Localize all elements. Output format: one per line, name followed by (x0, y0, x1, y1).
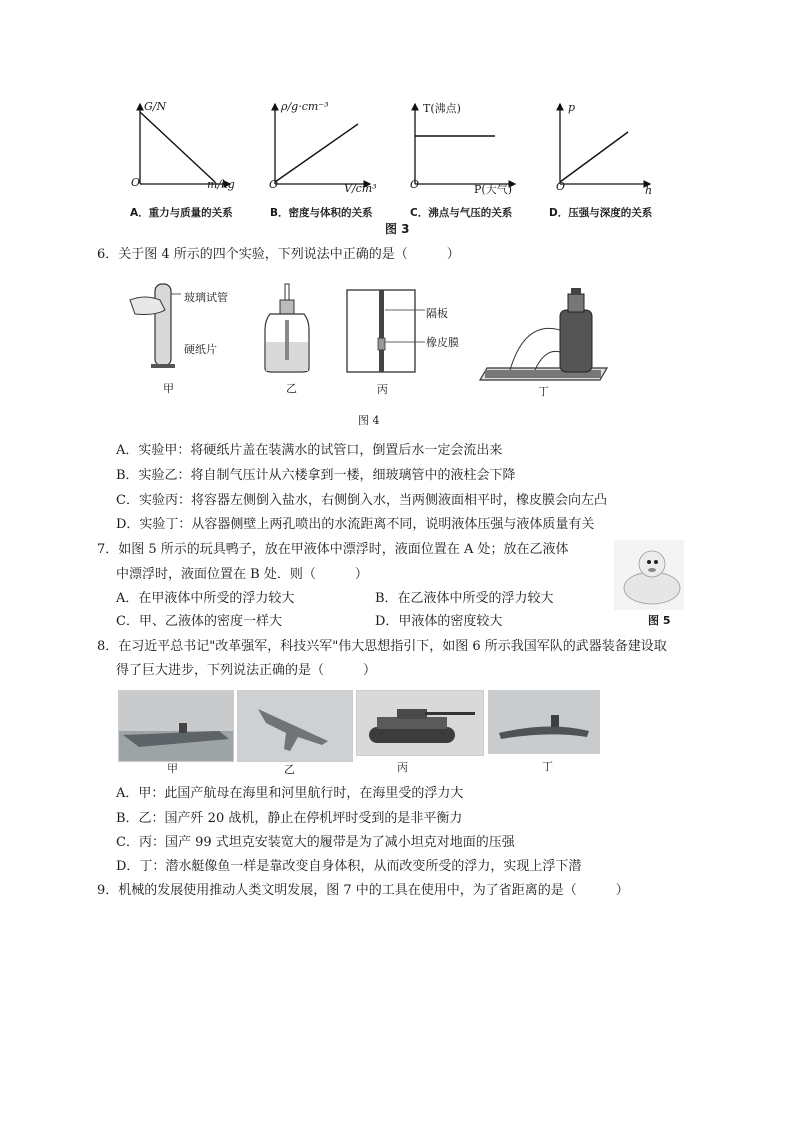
graph-c (415, 104, 515, 184)
q6-option-c: C．实验丙：将容器左侧倒入盐水，右侧倒入水，当两侧液面相平时，橡皮膜会向左凸 (116, 493, 607, 508)
q7-option-a: A．在甲液体中所受的浮力较大 (116, 591, 295, 606)
graph-b-xlabel: V/cm³ (344, 182, 377, 195)
experiment-ding (480, 288, 607, 380)
fig6-label-bing: 丙 (397, 761, 408, 774)
graph-a-caption: A．重力与质量的关系 (130, 207, 233, 219)
graph-d-origin: O (556, 180, 566, 193)
photo-aircraft-carrier (118, 690, 234, 762)
label-rubber-membrane: 橡皮膜 (426, 336, 459, 349)
label-cardboard: 硬纸片 (184, 343, 217, 356)
experiment-bing (347, 290, 425, 372)
q7-option-c: C．甲、乙液体的密度一样大 (116, 614, 282, 629)
experiment-jia (130, 284, 181, 368)
graph-d-caption: D．压强与深度的关系 (549, 207, 653, 219)
graph-a-xlabel: m/kg (207, 178, 235, 191)
graph-b (275, 104, 370, 184)
photo-tank (356, 690, 484, 756)
q7-stem-line1: 7．如图 5 所示的玩具鸭子，放在甲液体中漂浮时，液面位置在 A 处；放在乙液体 (97, 542, 569, 557)
submarine-icon (489, 691, 599, 753)
fig4-label-ding: 丁 (538, 385, 549, 398)
graph-b-ylabel: ρ/g·cm⁻³ (281, 100, 329, 113)
fig6-label-yi: 乙 (284, 763, 295, 776)
figure-5-duck (614, 540, 684, 610)
fig6-label-jia: 甲 (167, 762, 178, 775)
q6-option-d: D．实验丁：从容器侧壁上两孔喷出的水流距离不同，说明液体压强与液体质量有关 (116, 517, 595, 532)
experiment-yi (265, 284, 309, 372)
q8-option-b: B．乙：国产歼 20 战机，静止在停机坪时受到的是非平衡力 (116, 811, 463, 826)
figure-4-title: 图 4 (358, 414, 380, 427)
graph-c-xlabel: P(大气) (474, 183, 512, 196)
q9-stem: 9．机械的发展使用推动人类文明发展，图 7 中的工具在使用中，为了省距离的是（ ） (97, 883, 629, 898)
fig6-label-ding: 丁 (542, 760, 553, 773)
fig4-label-jia: 甲 (163, 382, 174, 395)
label-glass-tube: 玻璃试管 (184, 291, 228, 304)
jet-icon (238, 691, 352, 761)
q7-stem-line2: 中漂浮时，液面位置在 B 处．则（ ） (116, 567, 368, 582)
graph-a-origin: O (131, 176, 141, 189)
figure-3-title: 图 3 (385, 222, 410, 236)
graph-c-origin: O (410, 178, 420, 191)
q8-stem-line1: 8．在习近平总书记"改革强军，科技兴军"伟大思想指引下，如图 6 所示我国军队的武器装备建设取 (97, 639, 667, 654)
graph-c-caption: C．沸点与气压的关系 (410, 207, 513, 219)
figure-5-title: 图 5 (648, 614, 671, 627)
q6-stem: 6．关于图 4 所示的四个实验，下列说法中正确的是（ ） (97, 247, 460, 262)
graph-b-caption: B．密度与体积的关系 (270, 207, 373, 219)
q8-stem-line2: 得了巨大进步，下列说法正确的是（ ） (116, 663, 377, 678)
graph-a (140, 104, 230, 184)
graph-d (560, 104, 650, 184)
graph-d-ylabel: p (568, 101, 576, 114)
q6-option-b: B．实验乙：将自制气压计从六楼拿到一楼，细玻璃管中的液柱会下降 (116, 468, 516, 483)
duck-image (614, 540, 684, 610)
q8-option-c: C．丙：国产 99 式坦克安装宽大的履带是为了减小坦克对地面的压强 (116, 835, 515, 850)
q6-option-a: A．实验甲：将硬纸片盖在装满水的试管口，倒置后水一定会流出来 (116, 443, 503, 458)
graph-d-xlabel: h (645, 184, 653, 197)
q7-option-b: B．在乙液体中所受的浮力较大 (375, 591, 554, 606)
graph-b-origin: O (269, 178, 279, 191)
graph-c-ylabel: T(沸点) (423, 102, 461, 115)
photo-submarine (488, 690, 600, 754)
photo-fighter-jet (237, 690, 353, 762)
q8-option-d: D．丁：潜水艇像鱼一样是靠改变自身体积，从而改变所受的浮力，实现上浮下潜 (116, 859, 582, 874)
graph-a-ylabel: G/N (144, 100, 167, 113)
fig4-label-yi: 乙 (286, 382, 297, 395)
fig4-label-bing: 丙 (377, 383, 388, 396)
q7-option-d: D．甲液体的密度较大 (375, 614, 503, 629)
label-partition: 隔板 (426, 307, 448, 320)
carrier-icon (119, 691, 233, 761)
q8-option-a: A．甲：此国产航母在海里和河里航行时，在海里受的浮力大 (116, 786, 464, 801)
tank-icon (357, 691, 483, 755)
